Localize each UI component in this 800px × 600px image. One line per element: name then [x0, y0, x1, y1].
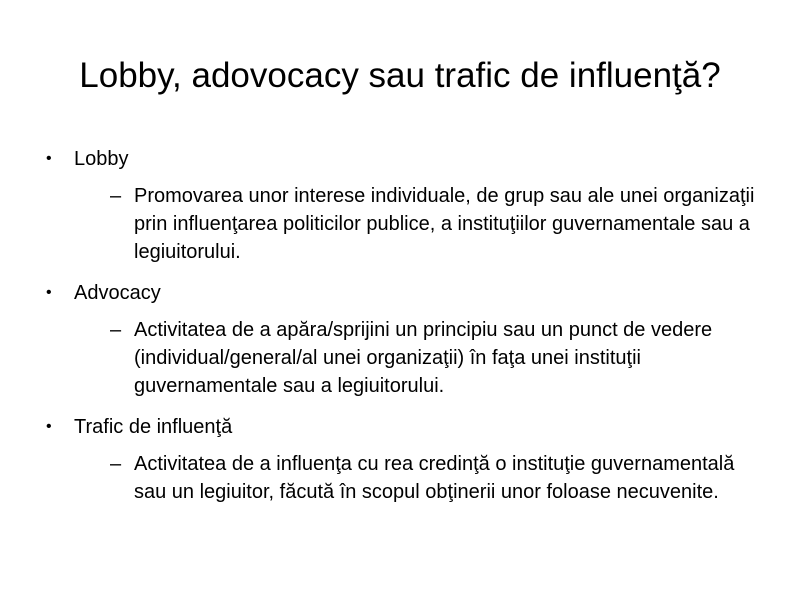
sub-list — [74, 182, 764, 266]
sub-list — [74, 450, 764, 506]
bullet-label: Trafic de influenţă — [74, 416, 233, 438]
sub-item-text: Activitatea de a influenţa cu rea credinţă o instituţie guvernamentală sau un legiuitor, făcută în scopul obţinerii unor foloase necuvenite. — [134, 453, 735, 503]
sub-item-definition — [74, 316, 764, 400]
bullet-icon: • — [46, 150, 52, 167]
sub-item-definition — [74, 450, 764, 506]
sub-list — [74, 316, 764, 400]
bullet-icon: • — [46, 284, 52, 301]
bullet-label: Advocacy — [74, 282, 161, 304]
sub-item-text: Promovarea unor interese individuale, de grup sau ale unei organizaţii prin influenţarea politicilor publice, a instituţiilor guvernamentale sau a legiuitorului. — [134, 185, 755, 263]
bullet-item-lobby — [44, 146, 764, 266]
dash-icon: – — [110, 453, 122, 475]
bullet-list — [44, 146, 764, 520]
bullet-item-advocacy — [44, 280, 764, 400]
bullet-icon: • — [46, 418, 52, 435]
bullet-item-trafic-de-influenta — [44, 414, 764, 506]
bullet-label: Lobby — [74, 148, 129, 170]
slide-title: Lobby, adovocacy sau trafic de influenţă? — [79, 56, 721, 95]
dash-icon: – — [110, 185, 122, 207]
sub-item-definition — [74, 182, 764, 266]
sub-item-text: Activitatea de a apăra/sprijini un principiu sau un punct de vedere (individual/general/al unei organizaţii) în faţa unei instituţii guvernamentale sau a legiuitorului. — [134, 319, 713, 397]
dash-icon: – — [110, 319, 122, 341]
